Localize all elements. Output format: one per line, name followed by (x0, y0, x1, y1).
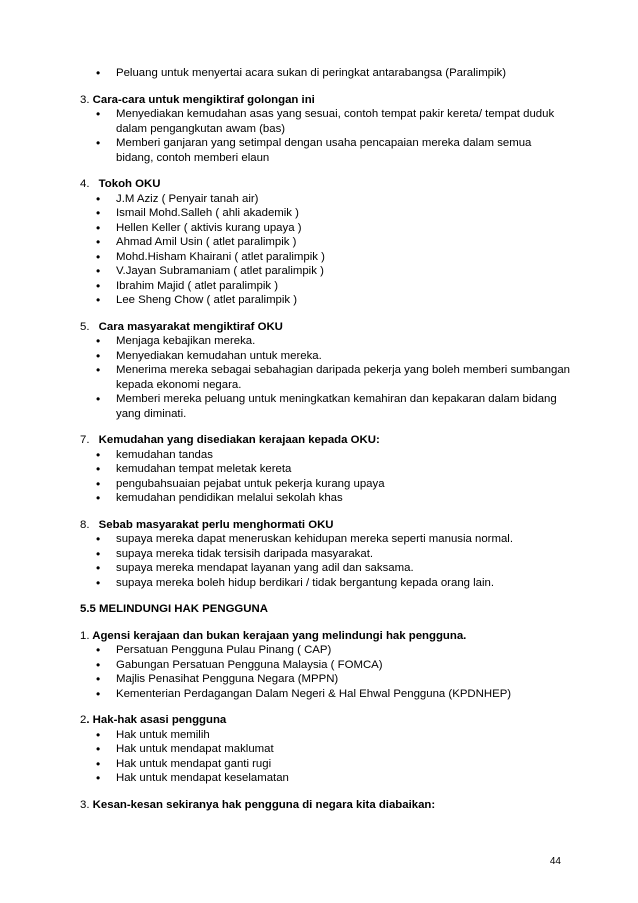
section-heading: 1. Agensi kerajaan dan bukan kerajaan yang melindungi hak pengguna. (80, 629, 467, 642)
bullet-list (80, 532, 570, 590)
consumer-section-1 (80, 629, 570, 702)
bullet-list (80, 107, 570, 165)
list-item: • Hak untuk mendapat ganti rugi (80, 757, 570, 772)
list-item: • Menyediakan kemudahan untuk mereka. (80, 349, 570, 364)
section-heading: 3. Cara-cara untuk mengiktiraf golongan ini (80, 93, 315, 106)
section-heading: 8. Sebab masyarakat perlu menghormati OKU (80, 518, 334, 531)
chapter-heading: 5.5 MELINDUNGI HAK PENGGUNA (80, 603, 268, 615)
list-item: • Hellen Keller ( aktivis kurang upaya ) (80, 221, 570, 236)
list-item: • Menyediakan kemudahan asas yang sesuai, contoh tempat pakir kereta/ tempat duduk dalam pengangkutan awam (bas) (80, 107, 570, 136)
list-item: • Hak untuk mendapat maklumat (80, 742, 570, 757)
list-item: • supaya mereka tidak tersisih daripada masyarakat. (80, 547, 570, 562)
list-item: • Memberi ganjaran yang setimpal dengan usaha pencapaian mereka dalam semua bidang, contoh memberi elaun (80, 136, 570, 165)
list-item: • Memberi mereka peluang untuk meningkatkan kemahiran dan kepakaran dalam bidang yang diminati. (80, 392, 570, 421)
list-item: • Menjaga kebajikan mereka. (80, 334, 570, 349)
list-item: • Persatuan Pengguna Pulau Pinang ( CAP) (80, 643, 570, 658)
list-item: • J.M Aziz ( Penyair tanah air) (80, 192, 570, 207)
section-heading: 2. Hak-hak asasi pengguna (80, 714, 227, 726)
list-item: • supaya mereka dapat meneruskan kehidupan mereka seperti manusia normal. (80, 532, 570, 547)
page-content (80, 66, 570, 812)
list-item: • supaya mereka boleh hidup berdikari / tidak bergantung kepada orang lain. (80, 576, 570, 591)
section-heading: 7. Kemudahan yang disediakan kerajaan kepada OKU: (80, 434, 380, 446)
list-item: • supaya mereka mendapat layanan yang adil dan saksama. (80, 561, 570, 576)
list-item: • Mohd.Hisham Khairani ( atlet paralimpik ) (80, 250, 570, 265)
section-5 (80, 320, 570, 422)
list-item: • Ahmad Amil Usin ( atlet paralimpik ) (80, 235, 570, 250)
section-3 (80, 93, 570, 166)
list-item: • V.Jayan Subramaniam ( atlet paralimpik ) (80, 264, 570, 279)
section-8 (80, 518, 570, 591)
list-item: • kemudahan tempat meletak kereta (80, 462, 570, 477)
bullet-list (80, 643, 570, 701)
section-heading: 3. Kesan-kesan sekiranya hak pengguna di negara kita diabaikan: (80, 798, 436, 811)
consumer-section-3 (80, 798, 570, 813)
list-item: • Ismail Mohd.Salleh ( ahli akademik ) (80, 206, 570, 221)
list-item: • Kementerian Perdagangan Dalam Negeri & Hal Ehwal Pengguna (KPDNHEP) (80, 687, 570, 702)
list-item: • Hak untuk memilih (80, 728, 570, 743)
list-item: • Majlis Penasihat Pengguna Negara (MPPN) (80, 672, 570, 687)
section-heading: 5. Cara masyarakat mengiktiraf OKU (80, 320, 283, 333)
list-item: • kemudahan tandas (80, 448, 570, 463)
bullet-list (80, 728, 570, 786)
consumer-section-2 (80, 713, 570, 786)
bullet-list (80, 334, 570, 421)
list-item: • kemudahan pendidikan melalui sekolah khas (80, 491, 570, 506)
section-4 (80, 177, 570, 308)
list-item: • Hak untuk mendapat keselamatan (80, 771, 570, 786)
list-item: • pengubahsuaian pejabat untuk pekerja kurang upaya (80, 477, 570, 492)
section-7 (80, 433, 570, 506)
section-5-5 (80, 602, 570, 617)
section-heading: 4. Tokoh OKU (80, 178, 161, 190)
list-item: • Lee Sheng Chow ( atlet paralimpik ) (80, 293, 570, 308)
intro-bullet-list (80, 66, 570, 81)
list-item: • Peluang untuk menyertai acara sukan di peringkat antarabangsa (Paralimpik) (80, 66, 570, 81)
bullet-list (80, 448, 570, 506)
list-item: • Menerima mereka sebagai sebahagian daripada pekerja yang boleh memberi sumbangan kepada ekonomi negara. (80, 363, 570, 392)
list-item: • Ibrahim Majid ( atlet paralimpik ) (80, 279, 570, 294)
list-item: • Gabungan Persatuan Pengguna Malaysia ( FOMCA) (80, 658, 570, 673)
bullet-list (80, 192, 570, 308)
page-number: 44 (549, 856, 561, 867)
